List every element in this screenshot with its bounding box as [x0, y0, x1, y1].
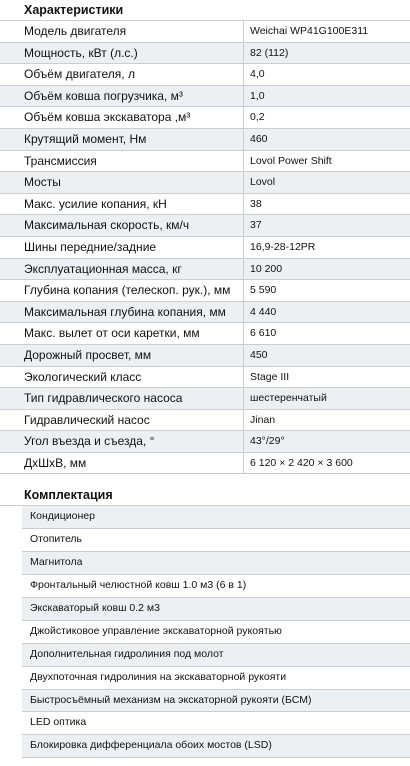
- spec-row: [0, 453, 410, 475]
- specs-title: Характеристики: [0, 0, 410, 20]
- spec-row: [0, 215, 410, 237]
- equipment-item: Дополнительная гидролиния под молот: [22, 644, 410, 667]
- spec-label: Угол въезда и съезда, °: [0, 431, 244, 452]
- equipment-item: Двухпоточная гидролиния на экскаваторной рукояти: [22, 667, 410, 690]
- spec-value: 16,9-28-12PR: [250, 240, 316, 253]
- spec-value: 4 440: [250, 305, 277, 318]
- spec-row: [0, 431, 410, 453]
- equipment-section: [0, 485, 410, 758]
- spec-row: [0, 323, 410, 345]
- spec-row: [0, 107, 410, 129]
- spec-label: Объём ковша погрузчика, м³: [0, 86, 244, 107]
- spec-label: Мосты: [0, 172, 244, 193]
- equipment-item: Экскаваторый ковш 0.2 м3: [22, 598, 410, 621]
- spec-label: Трансмиссия: [0, 151, 244, 172]
- spec-label: Дорожный просвет, мм: [0, 345, 244, 366]
- spec-value: Lovol: [250, 176, 276, 189]
- spec-label: Максимальная скорость, км/ч: [0, 215, 244, 236]
- spec-value: 82 (112): [250, 46, 289, 59]
- spec-label: Макс. усилие копания, кН: [0, 194, 244, 215]
- spec-row: [0, 43, 410, 65]
- spec-row: [0, 237, 410, 259]
- spec-label: Глубина копания (телескоп. рук.), мм: [0, 280, 244, 301]
- equipment-item: Отопитель: [22, 529, 410, 552]
- spec-label: Мощность, кВт (л.с.): [0, 43, 244, 64]
- spec-value: 38: [250, 197, 262, 210]
- spec-label: Гидравлический насос: [0, 410, 244, 431]
- spec-value: 0,2: [250, 111, 265, 124]
- spec-value: 4,0: [250, 68, 265, 81]
- spec-label: Объём ковша экскаватора ,м³: [0, 107, 244, 128]
- spec-row: [0, 21, 410, 43]
- specs-table: [0, 20, 410, 474]
- equipment-item: Быстросъёмный механизм на экскаторной рукояти (БСМ): [22, 690, 410, 713]
- spec-row: [0, 410, 410, 432]
- spec-label: Шины передние/задние: [0, 237, 244, 258]
- spec-value: 43°/29°: [250, 435, 285, 448]
- spec-label: Экологический класс: [0, 367, 244, 388]
- equipment-item: Фронтальный челюстной ковш 1.0 м3 (6 в 1): [22, 575, 410, 598]
- spec-label: Эксплуатационная масса, кг: [0, 259, 244, 280]
- spec-value: 6 610: [250, 327, 277, 340]
- spec-value: 6 120 × 2 420 × 3 600: [250, 456, 353, 469]
- spec-label: Крутящий момент, Нм: [0, 129, 244, 150]
- spec-value: 10 200: [250, 262, 283, 275]
- equipment-item: Джойстиковое управление экскаваторной рукоятью: [22, 621, 410, 644]
- spec-row: [0, 64, 410, 86]
- spec-row: [0, 172, 410, 194]
- spec-value: 460: [250, 132, 268, 145]
- spec-label: ДхШхВ, мм: [0, 453, 244, 474]
- spec-row: [0, 151, 410, 173]
- spec-label: Модель двигателя: [0, 21, 244, 42]
- equipment-item: Магнитола: [22, 552, 410, 575]
- spec-row: [0, 86, 410, 108]
- spec-row: [0, 302, 410, 324]
- spec-label: Максимальная глубина копания, мм: [0, 302, 244, 323]
- equipment-item: Кондиционер: [22, 506, 410, 529]
- spec-row: [0, 259, 410, 281]
- spec-value: Jinan: [250, 413, 276, 426]
- spec-value: шестеренчатый: [250, 392, 327, 405]
- spec-row: [0, 129, 410, 151]
- section-spacer: [0, 474, 410, 485]
- spec-label: Макс. вылет от оси каретки, мм: [0, 323, 244, 344]
- spec-value: 5 590: [250, 284, 277, 297]
- equipment-item: LED оптика: [22, 712, 410, 735]
- spec-value: 450: [250, 348, 268, 361]
- spec-value: 1,0: [250, 89, 265, 102]
- equipment-item: Блокировка дифференциала обоих мостов (LSD): [22, 735, 410, 758]
- equipment-list: [0, 505, 410, 758]
- spec-row: [0, 194, 410, 216]
- spec-row: [0, 367, 410, 389]
- spec-value: Lovol Power Shift: [250, 154, 332, 167]
- spec-row: [0, 388, 410, 410]
- spec-row: [0, 345, 410, 367]
- equipment-title: Комплектация: [0, 485, 410, 505]
- spec-value: Weichai WP41G100E311: [250, 25, 369, 37]
- spec-value: 37: [250, 219, 262, 232]
- spec-label: Объём двигателя, л: [0, 64, 244, 85]
- spec-value: Stage III: [250, 370, 290, 383]
- spec-label: Тип гидравлического насоса: [0, 388, 244, 409]
- spec-row: [0, 280, 410, 302]
